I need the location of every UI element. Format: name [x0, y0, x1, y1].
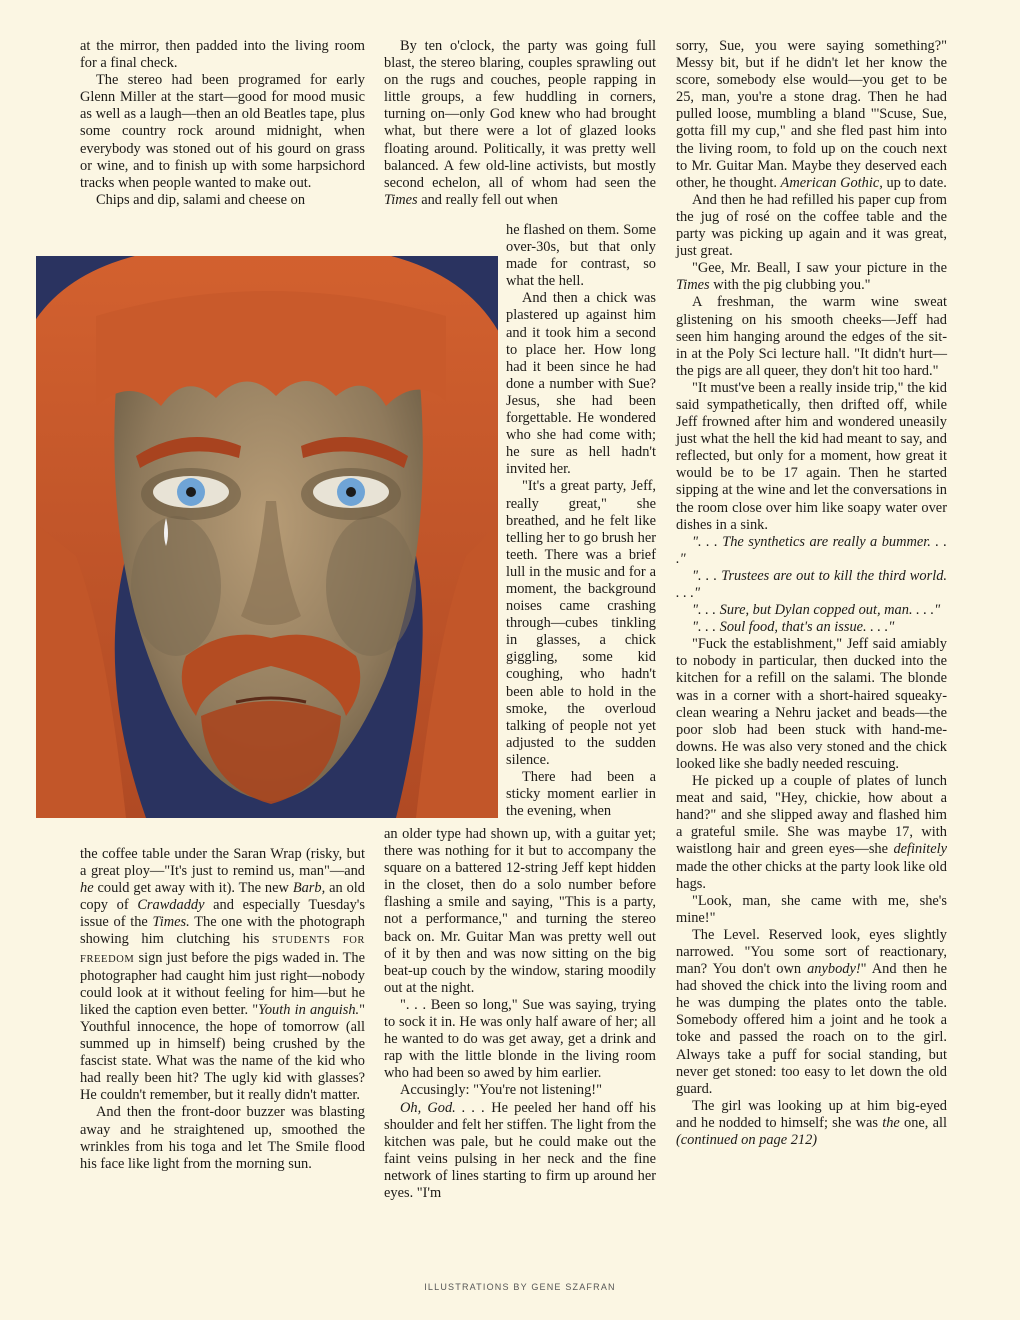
paragraph: the coffee table under the Saran Wrap (risky, but a great ploy—"It's just to remind us, man"—and he could get away with it). The new Barb, an old copy of Crawdaddy and especially Tuesday's issue of the Times. The one with the photograph showing him clutching his STUDENTS FOR FREEDOM sign just before the pigs waded in. The photographer had caught him just right—nobody could look at it without feeling for him—but he liked the caption even better. "Youth in anguish." Youthful innocence, the hope of tomorrow (all summed up in himself) being crushed by the fascist state. What was the name of the kid who had really been hit? The ugly kid with glasses? He couldn't remember, but it really didn't matter.: [80, 846, 366, 1104]
paragraph: ". . . Been so long," Sue was saying, trying to sock it in. He was only half aware of her; all he wanted to do was get away, get a drink and rap with the little blonde in the living room who had been so awed by him earlier.: [384, 996, 656, 1082]
portrait-illustration: [36, 256, 498, 818]
paragraph: Chips and dip, salami and cheese on: [96, 191, 306, 208]
column-2-wrap: [506, 222, 656, 820]
quote-line: ". . . Trustees are out to kill the third world. . . .": [676, 567, 947, 601]
paragraph: And then he had refilled his paper cup from the jug of rosé on the coffee table and the party was picking up again and it was great, just great.: [676, 191, 947, 260]
paragraph: The girl was looking up at him big-eyed and he nodded to himself; she was the one, all (continued on page 212): [676, 1097, 947, 1148]
column-2-top: [384, 38, 656, 209]
paragraph: "Gee, Mr. Beall, I saw your picture in the Times with the pig clubbing you.": [676, 260, 947, 294]
paragraph: sorry, Sue, you were saying something?" Messy bit, but if he didn't let her know the score, somebody else would—you get to be 25, man, you're a stone drag. Then he had pulled loose, mumbling a bland "'Scuse, Sue, gotta fill my cup," and she fled past him into the living room, to fold up on the couch next to Mr. Guitar Man. Maybe they deserved each other, he thought. American Gothic, up to date.: [676, 38, 947, 191]
paragraph: "It's a great party, Jeff, really great," she breathed, and he felt like telling her to go brush her teeth. There was a brief lull in the music and for a moment, the background noises came crashing through—cubes tinkling in glasses, a chick giggling, some kid coughing, who hadn't been able to hold in the smoke, the overloud talking of people not yet adjusted to the sudden silence.: [506, 478, 656, 768]
paragraph: There had been a sticky moment earlier in the evening, when: [506, 769, 656, 820]
paragraph: he flashed on them. Some over-30s, but that only made for contrast, so what the hell.: [506, 222, 656, 290]
paragraph: And then the front-door buzzer was blasting away and he straightened up, smoothed the wrinkles from his toga and let The Smile flood his face like light from the morning sun.: [80, 1104, 365, 1172]
illustration-credit: ILLUSTRATIONS BY GENE SZAFRAN: [424, 1282, 616, 1292]
fringe: [96, 291, 446, 406]
continuation-note: (continued on page 212): [676, 1132, 818, 1148]
quote-line: ". . . The synthetics are really a bummer. . . .": [676, 533, 947, 567]
paragraph: Accusingly: "You're not listening!": [400, 1082, 602, 1099]
paragraph: The stereo had been programed for early Glenn Miller at the start—good for mood music as well as a laugh—then an old Beatles tape, plus some country rock around midnight, when everybody was stoned out of his gourd on grass or wine, and to finish up with some harpsichord tracks when people wanted to make out.: [80, 72, 365, 191]
paragraph: A freshman, the warm wine sweat glistening on his smooth cheeks—Jeff had seen him hanging around the edges of the sit-in at the Poly Sci lecture hall. "It didn't hurt—the pigs are all queer, they don't hit too hard.": [676, 294, 947, 379]
paragraph: By ten o'clock, the party was going full blast, the stereo blaring, couples sprawling out on the rugs and couches, people rapping in little groups, a few huddling in corners, turning on—only God knew who had brought what, but there were a lot of glazed looks floating around. Politically, it was pretty well balanced. A few old-line activists, but mostly second echelon, all of whom had seen the Times and really fell out when: [384, 38, 656, 208]
column-1-top: [80, 38, 365, 209]
column-2-bottom: [384, 826, 656, 1202]
paragraph: an older type had shown up, with a guitar yet; there was nothing for it but to accompany the square on a battered 12-string Jeff kept hidden in the closet, then do a solo number before flashing a smile and saying, "This is a party, not a performance," and turning the stereo back on. Mr. Guitar Man was pretty well out of it by then and was now sitting on the big beat-up couch by the window, staring moodily out at the night.: [384, 826, 656, 996]
paragraph: "It must've been a really inside trip," the kid said sympathetically, then drifted off, while Jeff frowned after him and wondered uneasily just what the hell the kid had meant to say, and reflected, but only for a moment, how great it would be to be 17 again. Then he started sipping at the wine and let the conversations in the room close over him like soapy water over dishes in a sink.: [676, 379, 947, 533]
paragraph: Oh, God. . . . He peeled her hand off his shoulder and felt her stiffen. The light from the kitchen was pale, but he could make out the faint veins pulsing in her neck and the fine network of lines starting to firm up around her eyes. "I'm: [384, 1099, 657, 1201]
paragraph: The Level. Reserved look, eyes slightly narrowed. "You some sort of reactionary, man? You don't own anybody!" And then he had shoved the chick into the living room and he was dumping the plates onto the table. Somebody offered him a joint and he took a toke and passed the roach on to the girl. Always take a puff for social standing, but never get stoned: too easy to let down the old guard.: [676, 926, 948, 1097]
paragraph: at the mirror, then padded into the living room for a final check.: [80, 38, 365, 72]
paragraph: He picked up a couple of plates of lunch meat and said, "Hey, chickie, how about a hand?" and she slipped away and flashed him a grateful smile. She was maybe 17, with waistlong hair and green eyes—she definitely made the other chicks at the party look like old hags.: [676, 773, 947, 892]
quote-line: ". . . Sure, but Dylan copped out, man. . . .": [692, 602, 941, 619]
paragraph: And then a chick was plastered up against him and it took him a second to place her. How long had it been since he had done a number with Sue? Jesus, she had been forgettable. He wondered who she had come with; he sure as hell hadn't invited her.: [506, 290, 656, 478]
paragraph: "Fuck the establishment," Jeff said amiably to nobody in particular, then ducked into the kitchen for a refill on the salami. The blonde was in a corner with a short-haired squeaky-clean wearing a Nehru jacket and beads—the poor slob had been stuck with hand-me-downs. He was also very stoned and the chick looked like she badly needed rescuing.: [676, 636, 947, 772]
column-1-bottom: [80, 846, 365, 1173]
portrait-svg: [36, 256, 498, 818]
paragraph: "Look, man, she came with me, she's mine!": [676, 892, 947, 926]
column-3: [676, 38, 947, 1149]
quote-line: ". . . Soul food, that's an issue. . . .": [692, 619, 895, 636]
